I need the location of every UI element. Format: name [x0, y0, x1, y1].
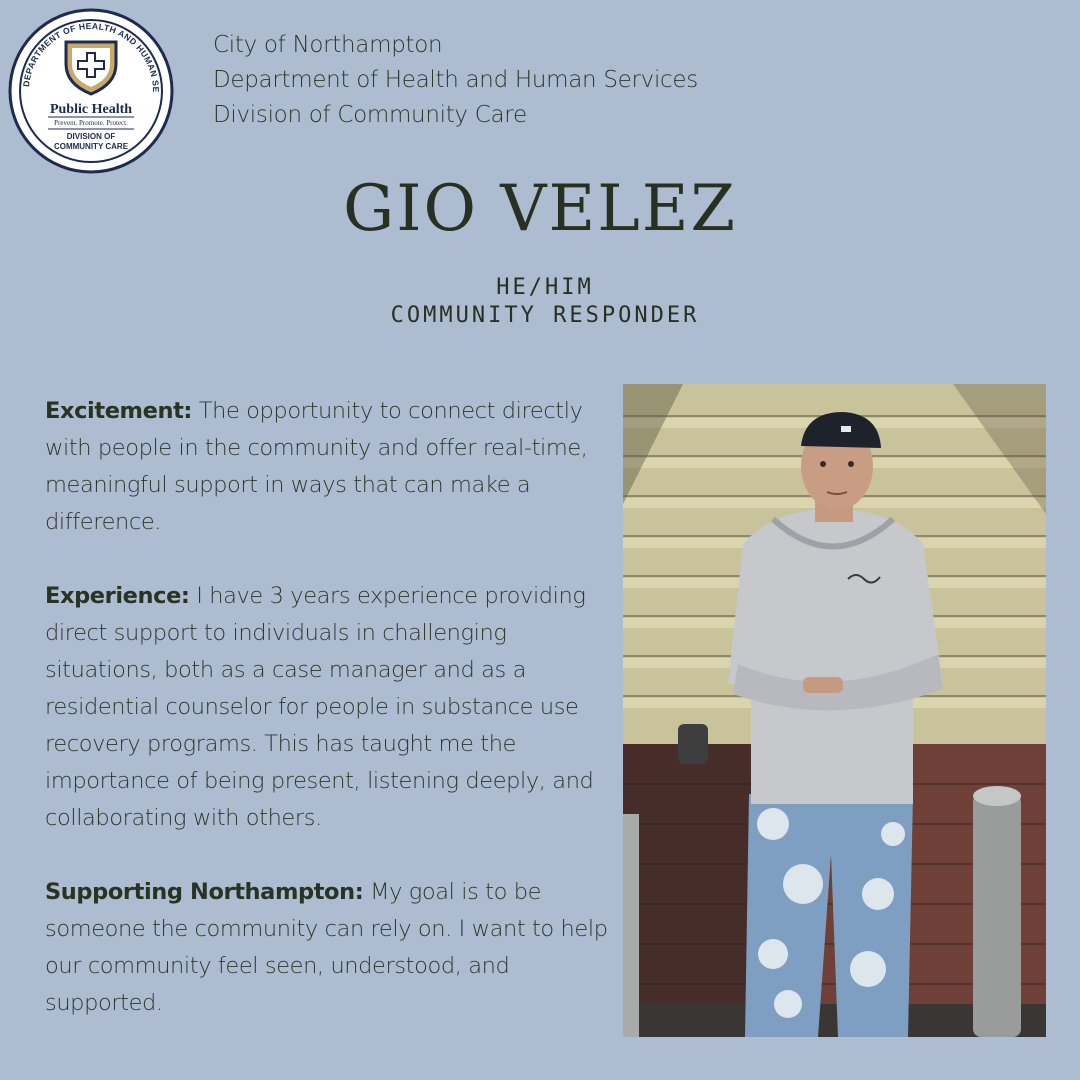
bio-sections — [45, 393, 615, 1059]
bio-section-experience — [45, 578, 615, 837]
division-name: Division of Community Care — [213, 102, 527, 128]
seal-tagline: Prevent. Promote. Protect. — [54, 119, 128, 127]
section-text: I have 3 years experience providing direct support to individuals in challenging situations, both as a case manager and as a residential counselor for people in substance use recovery programs. This has taught me the importance of being present, listening deeply, and collaborating with others. — [45, 583, 594, 831]
bio-section-excitement — [45, 393, 615, 541]
section-text: My goal is to be someone the community can rely on. I want to help our community feel seen, understood, and supported. — [45, 879, 608, 1016]
pronouns: HE/HIM — [496, 275, 594, 300]
seal-ring-text: DEPARTMENT OF HEALTH AND HUMAN SE — [21, 20, 162, 93]
seal-brand: Public Health — [49, 102, 133, 117]
role-block — [0, 274, 1080, 330]
portrait-photo — [623, 384, 1046, 1037]
person-name: GIO VELEZ — [343, 172, 737, 246]
seal-division-line2: COMMUNITY CARE — [53, 142, 129, 151]
section-text: The opportunity to connect directly with people in the community and offer real-time, meaningful support in ways that can make a difference. — [45, 398, 588, 535]
department-name: Department of Health and Human Services — [213, 67, 698, 93]
city-name: City of Northampton — [213, 32, 443, 58]
section-label: Supporting Northampton: — [45, 879, 364, 905]
seal-division-line1: DIVISION OF — [66, 132, 116, 141]
organization-header — [213, 28, 698, 133]
section-label: Excitement: — [45, 398, 193, 424]
job-title: COMMUNITY RESPONDER — [390, 303, 700, 328]
bio-section-supporting — [45, 874, 615, 1022]
division-seal-logo — [8, 8, 174, 174]
section-label: Experience: — [45, 583, 190, 609]
